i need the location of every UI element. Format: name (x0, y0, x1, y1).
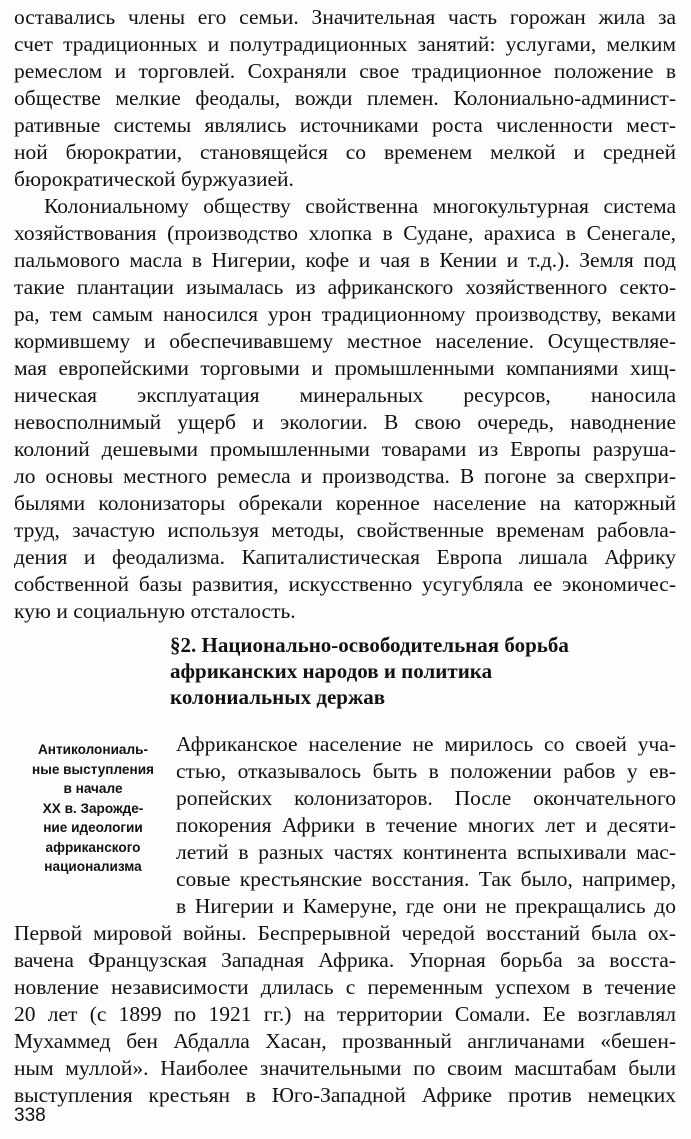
text-line: ра, тем самым наносился урон традиционному производству, веками (14, 302, 676, 326)
heading-line: §2. Национально-освободительная борьба (170, 633, 569, 657)
text-line: ропейских колонизаторов. После окончательного (176, 786, 676, 810)
heading-line: африканских народов и политика (170, 659, 493, 683)
margin-note-line: Антиколониаль- (37, 742, 149, 757)
text-line: ремеслом и торговлей. Сохраняли свое традиционное положение в (14, 59, 676, 83)
text-line: летий в разных частях континента вспыхивали мас- (176, 840, 676, 864)
text-line: кормившему и обеспечивавшему местное население. Осуществляе- (14, 329, 676, 353)
text-line: ративные системы являлись источниками роста численности мест- (14, 113, 676, 137)
margin-note-line: ние идеологии (43, 820, 143, 835)
text-line: оставались члены его семьи. Значительная часть горожан жила за (14, 5, 676, 29)
text-line: покорения Африки в течение многих лет и десяти- (176, 813, 676, 837)
text-line: совые крестьянские восстания. Так было, например, (176, 867, 676, 891)
text-line: мая европейскими торговыми и промышленными компаниями хищ- (14, 356, 676, 380)
text-line: Колониальному обществу свойственна многокультурная система (44, 194, 676, 218)
text-line: ной бюрократии, становящейся со временем мелкой и средней (14, 140, 676, 164)
text-line: новление независимости длилась с переменным успехом в течение (14, 975, 676, 999)
text-line: ным муллой». Наиболее значительными по своим масштабам были (14, 1056, 676, 1080)
margin-note-line: в начале (63, 781, 123, 796)
text-line: счет традиционных и полутрадиционных занятий: услугами, мелким (14, 32, 676, 56)
text-line: хозяйствования (производство хлопка в Судане, арахиса в Сенегале, (14, 221, 676, 245)
text-line: выступления крестьян в Юго-Западной Африке против немецких (14, 1083, 676, 1107)
text-line: труд, зачастую используя методы, свойственные временам рабовла- (14, 518, 676, 542)
text-line: Первой мировой войны. Беспрерывной чередой восстаний была ох- (14, 921, 676, 945)
text-line: стью, отказывалось быть в положении рабов у ев- (176, 759, 676, 783)
text-line: такие плантации изымалась из африканского хозяйственного секто- (14, 275, 676, 299)
text-line: былями колонизаторы обрекали коренное население на каторжный (14, 491, 676, 515)
text-line: собственной базы развития, искусственно усугубляла ее экономичес- (14, 572, 676, 596)
text-line: Мухаммед бен Абдалла Хасан, прозванный англичанами «бешен- (14, 1029, 676, 1053)
margin-note-line: ные выступления (32, 761, 154, 777)
margin-note-line: национализма (44, 859, 142, 874)
text-line: кую и социальную отсталость. (14, 599, 296, 623)
text-line: в Нигерии и Камеруне, где они не прекращались до (176, 894, 676, 918)
heading-line: колониальных держав (170, 685, 386, 709)
text-line: пальмового масла в Нигерии, кофе и чая в Кении и т.д.). Земля под (14, 248, 676, 272)
margin-note-line: XX в. Зарожде- (42, 800, 144, 816)
text-line: обществе мелкие феодалы, вожди племен. Колониально-админист- (14, 86, 676, 110)
text-line: Африканское население не мирилось со своей уча- (176, 732, 676, 756)
text-line: невосполнимый ущерб и экологии. В свою очередь, наводнение (14, 410, 676, 434)
text-line: 20 лет (с 1899 по 1921 гг.) на территории Сомали. Ее возглавлял (14, 1002, 676, 1026)
text-line: колоний дешевыми промышленными товарами из Европы разруша- (14, 437, 676, 461)
margin-note-line: африканского (45, 839, 141, 855)
text-line: дения и феодализма. Капиталистическая Европа лишала Африку (14, 545, 676, 569)
margin-note (12, 740, 174, 877)
text-line: бюрократической буржуазией. (14, 167, 294, 191)
page-number: 338 (14, 1105, 46, 1126)
text-line: вачена Французская Западная Африка. Упорная борьба за восста- (14, 948, 676, 972)
text-line: ло основы местного ремесла и производства. В погоне за сверхпри- (14, 464, 676, 488)
text-line: ническая эксплуатация минеральных ресурсов, наносила (14, 383, 676, 407)
